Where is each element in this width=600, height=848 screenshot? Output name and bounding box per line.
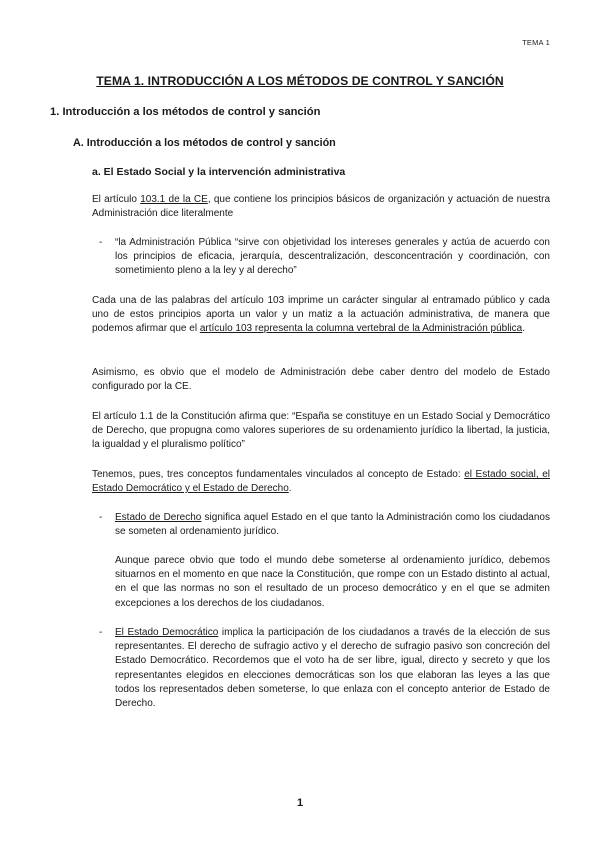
bullet-term: El Estado Democrático	[115, 627, 219, 638]
bullet-body: significa aquel Estado en el que tanto la Administración como los ciudadanos se someten al ordenamiento jurídico.	[115, 512, 550, 538]
article-reference-link[interactable]: 103.1 de la CE	[140, 194, 208, 205]
bullet-continuation: Aunque parece obvio que todo el mundo debe someterse al ordenamiento jurídico, debemos situarnos en el momento en que nace la Constitución, que rompe con un Estado distinto al actual, en el que las normas no son el resultado de un proceso democrático y en el que se admiten excepciones a los derechos de los ciudadanos.	[115, 555, 550, 609]
paragraph-text: El artículo	[92, 194, 141, 205]
quote-text: “la Administración Pública “sirve con objetividad los intereses generales y actúa de acuerdo con los principios de eficacia, jerarquía, descentralización, desconcentración y coordinación, con sometimiento pleno a la ley y al derecho”	[115, 237, 550, 277]
quote-dash: -	[99, 237, 103, 248]
document-title: TEMA 1. INTRODUCCIÓN A LOS MÉTODOS DE CONTROL Y SANCIÓN	[96, 74, 504, 88]
section-heading-a: A. Introducción a los métodos de control y sanción	[73, 137, 336, 149]
paragraph-text: .	[522, 323, 526, 335]
bullet-estado-de-derecho	[115, 511, 550, 539]
paragraph-administration-model: Asimismo, es obvio que el modelo de Administración debe caber dentro del modelo de Estado configurado por la CE.	[92, 367, 550, 393]
paragraph-article-1-1: El artículo 1.1 de la Constitución afirma que: “España se constituye en un Estado Social y Democrático de Derecho, que propugna como valores superiores de su ordenamiento jurídico la libertad, la justicia, la igualdad y el pluralismo político”	[92, 411, 550, 451]
underlined-phrase: artículo 103 representa la columna vertebral de la Administración pública	[199, 323, 523, 335]
underlined-phrase: el Estado social, el Estado Democrático y el Estado de Derecho	[92, 469, 550, 495]
bullet-dash: -	[99, 512, 103, 523]
paragraph-article-103	[92, 193, 550, 221]
paragraph-text: Tenemos, pues, tres conceptos fundamentales vinculados al concepto de Estado:	[92, 469, 465, 480]
paragraph-three-concepts	[92, 468, 550, 496]
paragraph-text: , que contiene los principios básicos de organización y actuación de nuestra Administración dice literalmente	[92, 194, 550, 220]
bullet-dash: -	[99, 627, 103, 638]
section-heading-1: 1. Introducción a los métodos de control y sanción	[50, 106, 321, 118]
paragraph-article-103-meaning	[92, 294, 550, 337]
bullet-term: Estado de Derecho	[115, 512, 202, 523]
page-number: 1	[296, 797, 304, 809]
paragraph-text: Cada una de las palabras del artículo 103 imprime un carácter singular al entramado público y cada uno de estos principios aporta un valor y un matiz a la actuación administrativa, de manera que podemos afirmar que el	[92, 295, 550, 335]
bullet-estado-democratico	[115, 626, 550, 711]
section-heading-a-a: a. El Estado Social y la intervención administrativa	[92, 166, 346, 178]
running-header: TEMA 1	[522, 38, 550, 47]
bullet-body: implica la participación de los ciudadanos a través de la elección de sus representantes. El derecho de sufragio activo y el derecho de sufragio pasivo son concreción del Estado Democrático. Recordemos que el voto ha de ser libre, igual, directo y secreto y que los representantes elegidos en elecciones democráticas son los que elaboran las leyes a las que todos los representados deben someterse, lo que enlaza con el concepto anterior de Estado de Derecho.	[115, 627, 550, 710]
paragraph-text: .	[288, 483, 292, 495]
